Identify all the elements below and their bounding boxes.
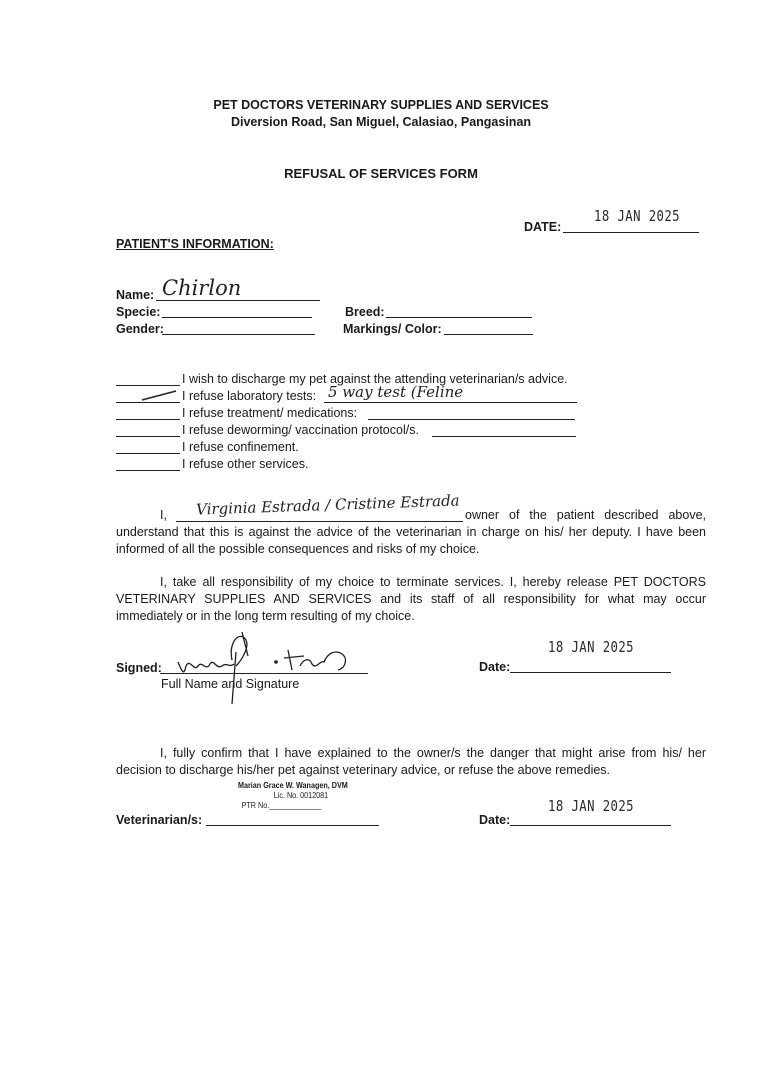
option-text: I wish to discharge my pet against the attending veterinarian/s advice. [182,372,568,386]
signed-date-stamp: 18 JAN 2025 [548,638,634,656]
option-check-line[interactable] [116,385,180,386]
markings-label: Markings/ Color: [343,322,442,336]
owner-name-handwritten: Virginia Estrada / Cristine Estrada [195,491,460,519]
company-name: PET DOCTORS VETERINARY SUPPLIES AND SERVICES [213,98,549,112]
date-stamp: 18 JAN 2025 [594,207,680,225]
deworming-detail-line[interactable] [432,436,576,437]
option-text: I refuse laboratory tests: [182,389,317,403]
signed-date-label: Date: [479,660,511,674]
lab-tests-detail: 5 way test (Feline [328,383,464,401]
vet-date-line[interactable] [510,825,671,826]
vet-stamp-name: Marian Grace W. Wanagen, DVM [238,781,348,790]
vet-date-label: Date: [479,813,511,827]
check-mark-icon [140,388,180,402]
signed-label: Signed: [116,661,162,675]
owner-name-line[interactable] [176,521,463,522]
option-check-line[interactable] [116,402,180,403]
vet-stamp: Marian Grace W. Wanagen, DVM Lic. No. 0012081 PTR No._____________ [238,781,348,810]
option-text: I refuse treatment/ medications: [182,406,358,420]
gender-field-line[interactable] [162,334,315,335]
date-line [563,232,699,233]
specie-field-line[interactable] [162,317,312,318]
patient-info-heading: PATIENT'S INFORMATION: [116,237,274,251]
option-text: I refuse deworming/ vaccination protocol/s. [182,423,419,437]
breed-label: Breed: [345,305,385,319]
breed-field-line[interactable] [386,317,532,318]
name-label: Name: [116,288,155,302]
lab-tests-detail-line[interactable] [324,402,577,403]
company-address: Diversion Road, San Miguel, Calasiao, Pangasinan [230,115,532,129]
option-check-line[interactable] [116,436,180,437]
date-label: DATE: [524,220,562,234]
option-check-line[interactable] [116,419,180,420]
vet-stamp-ptr: PTR No. [241,801,270,810]
confirmation-text: I, fully confirm that I have explained to the owner/s the danger that might arise from his/ her decision to discharge his/her pet against veterinary advice, or refuse the above remedies. [116,746,706,777]
name-value: Chirlon [162,276,242,300]
signature-caption: Full Name and Signature [161,677,300,691]
veterinarian-label: Veterinarian/s: [116,813,203,827]
veterinarian-line[interactable] [206,825,379,826]
declaration-line1: owner of the patient described above, [465,508,706,522]
option-text: I refuse other services. [182,457,309,471]
option-check-line[interactable] [116,470,180,471]
responsibility-text: I, take all responsibility of my choice to terminate services. I, hereby release PET DOCTORS VETERINARY SUPPLIES AND SERVICES and its staff of all responsibility for what may occur immediately or in the long term resulting of my choice. [116,575,706,623]
vet-stamp-license: Lic. No. 0012081 [273,791,329,800]
signed-date-line[interactable] [510,672,671,673]
markings-field-line[interactable] [444,334,533,335]
form-title: REFUSAL OF SERVICES FORM [284,166,478,181]
gender-label: Gender: [116,322,164,336]
name-field-line[interactable] [156,300,320,301]
treatment-detail-line[interactable] [368,419,575,420]
vet-date-stamp: 18 JAN 2025 [548,797,634,815]
option-text: I refuse confinement. [182,440,299,454]
declaration-text: understand that this is against the advice of the veterinarian in charge on his/ her deputy. I have been informed of all the possible consequences and risks of my choice. [116,525,706,556]
option-check-line[interactable] [116,453,180,454]
specie-label: Specie: [116,305,161,319]
declaration-prefix: I, [160,508,167,522]
